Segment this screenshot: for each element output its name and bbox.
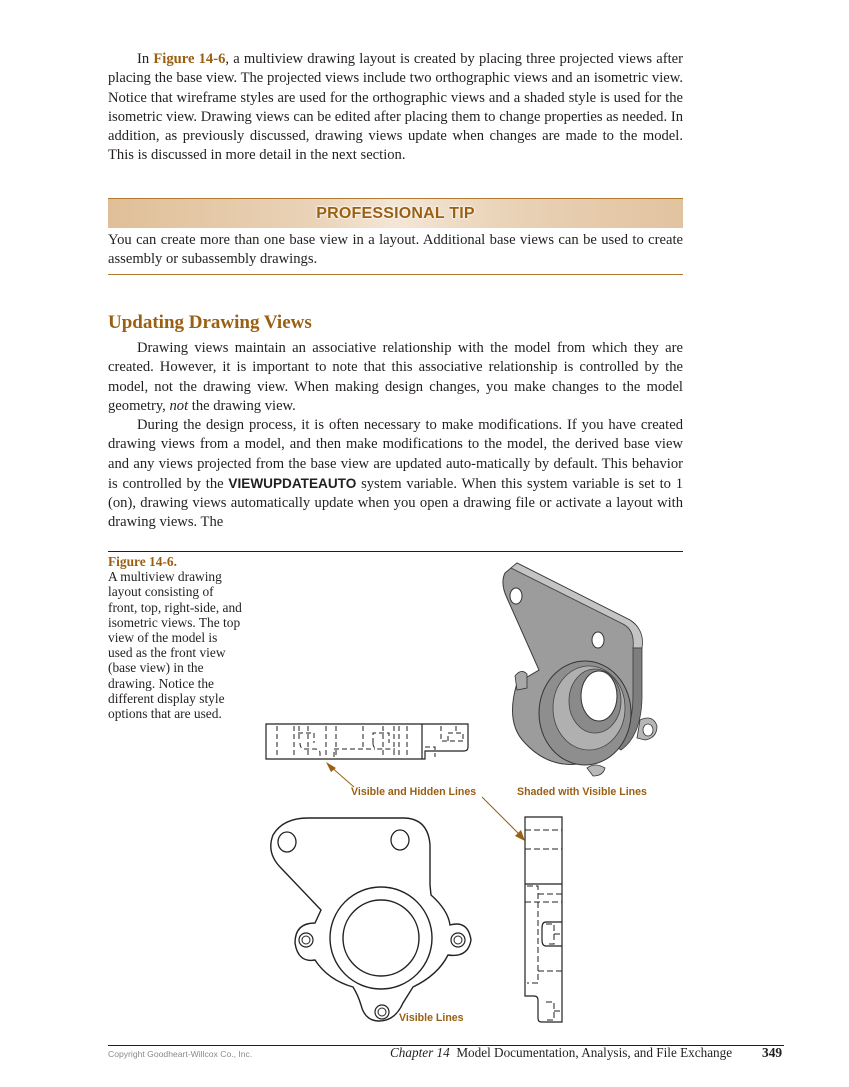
figure-caption-text: A multiview drawing layout consisting of front, top, right-side, and isometric views. The top view of the model is used as the front view (base view) in the drawing. Notice the different display style options that are used. — [108, 569, 242, 722]
label-visible-lines: Visible Lines — [399, 1012, 464, 1024]
tip-bottom-rule — [108, 274, 683, 275]
figure-number: Figure 14-6. — [108, 554, 177, 569]
chapter-label: Chapter 14 — [390, 1045, 450, 1060]
professional-tip-title: PROFESSIONAL TIP — [316, 205, 475, 222]
p2-text: During the design process, it is often necessary to make modifications. If you have created drawing views from a model, and then make modifications to the model, the derived base view and any views projected from the base view are updated auto-matically by default. This behavior is controlled by the — [108, 417, 683, 492]
label-visible-hidden-lines: Visible and Hidden Lines — [351, 786, 477, 798]
p1-emphasis: not — [169, 397, 189, 414]
section-paragraph-1 — [108, 339, 683, 416]
professional-tip-banner — [108, 198, 683, 228]
right-side-view-hidden-lines — [524, 816, 564, 1026]
chapter-title: Model Documentation, Analysis, and File Exchange — [456, 1045, 733, 1060]
running-footer — [390, 1045, 732, 1061]
professional-tip-text: You can create more than one base view in a layout. Additional base views can be used to create assembly or subassembly drawings. — [108, 232, 683, 268]
p1-text: Drawing views maintain an associative relationship with the model from which they are created. However, it is important to note that this associative relationship is controlled by the model, not the drawing view. When making design changes, you make changes to the model geometry, — [108, 340, 683, 414]
leader-arrow-right-side — [480, 795, 530, 845]
intro-text: , a multiview drawing layout is created by placing three projected views after placing the base view. The projected views include two orthographic views and an isometric view. Notice that wireframe styles are used for the orthographic views and a shaded style is used for the isometric view. Drawing views can be edited after placing them to change properties as needed. In addition, as previously discussed, drawing views update when changes are made to the model. This is discussed in more detail in the next section. — [108, 51, 683, 164]
figure-top-rule — [108, 551, 683, 552]
copyright-notice: Copyright Goodheart-Willcox Co., Inc. — [108, 1049, 253, 1059]
intro-paragraph — [108, 50, 683, 166]
isometric-shaded-view — [495, 558, 665, 783]
system-variable-name: VIEWUPDATEAUTO — [228, 475, 357, 491]
page-number: 349 — [762, 1045, 783, 1060]
front-view-visible-lines — [263, 815, 473, 1027]
section-paragraph-2 — [108, 416, 683, 533]
label-shaded-visible-lines: Shaded with Visible Lines — [517, 786, 647, 798]
p1-text-end: the drawing view. — [188, 397, 296, 414]
p2-text-end: system variable. When this system variable is set to 1 (on), drawing views automatically update when you open a drawing file or activate a layout with drawing views. The — [108, 475, 684, 531]
top-view-hidden-lines — [265, 723, 470, 761]
section-heading: Updating Drawing Views — [108, 312, 312, 333]
intro-lead: In — [137, 51, 154, 67]
figure-reference-link[interactable]: Figure 14-6 — [153, 51, 226, 67]
figure-caption — [108, 554, 243, 721]
